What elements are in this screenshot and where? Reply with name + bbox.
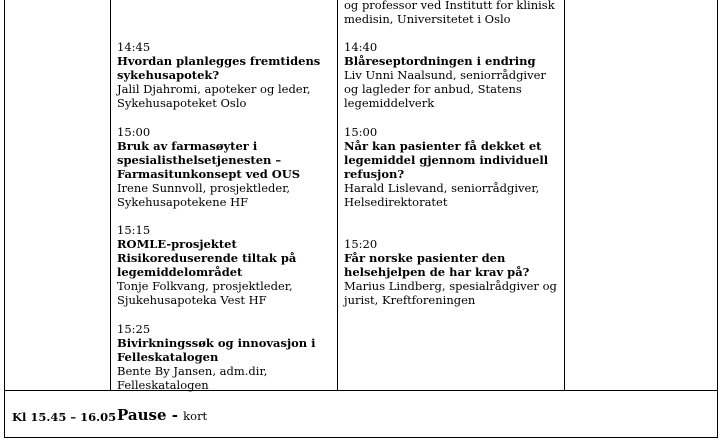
entry-speaker: Tonje Folkvang, prosjektleder, Sjukehusapoteka Vest HF — [117, 279, 293, 307]
entry-title: Når kan pasienter få dekket et legemiddel gjennom individuell refusjon? — [344, 139, 549, 181]
entry-title: ROMLE-prosjektet Risikoreduserende tiltak på legemiddelområdet — [117, 237, 297, 279]
program-entry — [344, 237, 562, 307]
pause-label: Pause - — [117, 406, 178, 424]
entry-title: Hvordan planlegges fremtidens sykehusapotek? — [117, 54, 321, 82]
program-entry — [117, 125, 331, 209]
table-border-right — [717, 0, 718, 437]
entry-speaker: Irene Sunnvoll, prosjektleder, Sykehusapotekene HF — [117, 181, 291, 209]
pause-note: kort — [183, 409, 208, 423]
program-entry — [117, 223, 331, 307]
entry-speaker: Liv Unni Naalsund, seniorrådgiver og lagleder for anbud, Statens legemiddelverk — [344, 68, 546, 110]
entry-time: 15:15 — [117, 223, 151, 237]
program-entry — [117, 40, 331, 110]
entry-time: 15:20 — [344, 237, 378, 251]
table-divider-2 — [337, 0, 338, 390]
table-divider-3 — [564, 0, 565, 390]
program-entry-continued — [344, 0, 562, 26]
entry-speaker: og professor ved Institutt for klinisk medisin, Universitetet i Oslo — [344, 0, 555, 26]
table-border-bottom — [4, 437, 718, 438]
entry-title: Bruk av farmasøyter i spesialisthelsetjenesten – Farmasitunkonsept ved OUS — [117, 139, 301, 181]
entry-title: Blåreseptordningen i endring — [344, 54, 536, 68]
program-entry — [344, 125, 562, 209]
entry-time: 15:25 — [117, 322, 151, 336]
entry-title: Bivirkningssøk og innovasjon i Felleskatalogen — [117, 336, 316, 364]
table-row-divider — [4, 390, 718, 391]
pause-time: Kl 15.45 – 16.05 — [12, 410, 117, 424]
pause-label-row — [117, 406, 207, 424]
entry-speaker: Harald Lislevand, seniorrådgiver, Helsedirektoratet — [344, 181, 540, 209]
program-entry — [344, 40, 562, 110]
entry-time: 14:40 — [344, 40, 378, 54]
entry-speaker: Jalil Djahromi, apoteker og leder, Sykehusapoteket Oslo — [117, 82, 311, 110]
table-divider-1 — [110, 0, 111, 390]
entry-time: 14:45 — [117, 40, 151, 54]
entry-speaker: Marius Lindberg, spesialrådgiver og jurist, Kreftforeningen — [344, 279, 557, 307]
entry-speaker: Bente By Jansen, adm.dir, Felleskatalogen — [117, 364, 268, 392]
entry-title: Får norske pasienter den helsehjelpen de har krav på? — [344, 251, 530, 279]
entry-time: 15:00 — [344, 125, 378, 139]
table-border-left — [4, 0, 5, 437]
program-entry — [117, 322, 331, 392]
entry-time: 15:00 — [117, 125, 151, 139]
